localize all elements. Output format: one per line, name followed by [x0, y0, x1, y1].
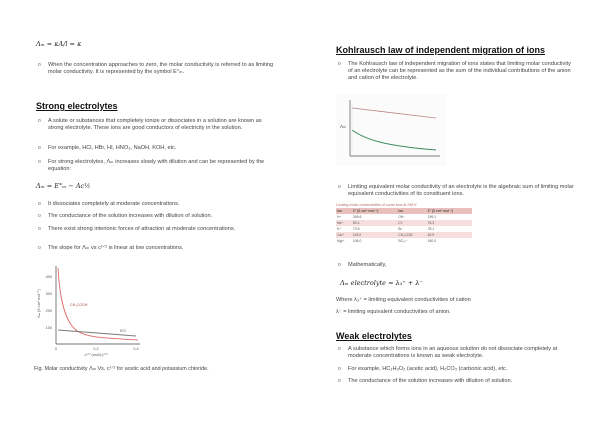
- strong-bullet-6: o There exist strong interionic forces of attraction at moderate concentrations.: [38, 226, 276, 233]
- graph-ytick: 100: [45, 326, 52, 330]
- graph-ytick: 300: [45, 292, 52, 296]
- strong-bullet-4: o It dissociates completely at moderate concentrations.: [38, 201, 276, 208]
- table-cell: Cl⁻: [398, 221, 404, 225]
- strong-bullet-5: o The conductance of the solution increases with dilution of solution.: [38, 213, 276, 220]
- table-header: Ion: [337, 209, 343, 213]
- table-cell: 76.3: [427, 221, 435, 225]
- table-cell: 349.6: [352, 215, 362, 219]
- weak-electrolytes-heading: Weak electrolytes: [336, 331, 412, 341]
- table-cell: 40.9: [427, 233, 435, 237]
- table-cell: 50.1: [352, 221, 360, 225]
- curve-label-kcl: KCl: [120, 329, 126, 333]
- graph-xtick: 0.4: [133, 347, 139, 351]
- where-anion: λ⁻ = limiting equivalent conductivities of anion.: [336, 309, 451, 315]
- graph-caption: Fig. Molar conductivity Λₘ Vs. c¹ᐟ² for acetic acid and potassium chloride.: [34, 366, 209, 372]
- mathematically-bullet: o Mathematically,: [338, 262, 576, 269]
- strong-bullet-2: o For example, HCl, HBr, HI, HNO₃, NaOH, KOH, etc.: [38, 145, 276, 152]
- table-cell: 106.0: [352, 239, 362, 243]
- where-cation: Where λ₃⁺ = limiting equivalent conductivities of cation: [336, 297, 471, 303]
- ion-conductivity-table: [336, 203, 472, 244]
- kohlrausch-bullet: o The Kohlrausch law of independent migration of ions states that limiting molar conductivity of an electrolyte can be represented as the sum of the individual contributions of the anion and cation of the electrolyte.: [338, 61, 576, 83]
- graph-xtick: 0.2: [93, 347, 99, 351]
- table-header: λ° (S cm² mol⁻¹): [427, 209, 454, 213]
- table-title: Limiting molar conductivities of some ions at 298 K: [336, 203, 417, 207]
- weak-bullet-1: o A substance which forms ions in an aqueous solution do not dissociate completely at moderate concentrations is known as weak electrolyte.: [338, 346, 576, 360]
- graph-ytick: 200: [45, 309, 52, 313]
- table-header: Ion: [398, 209, 404, 213]
- curve-label-acetic: CH₃COOH: [70, 303, 88, 307]
- limiting-equivalent-bullet: o Limiting equivalent molar conductivity of an electrolyte is the algebraic sum of limiting molar equivalent conductivities of its constituent ions.: [338, 184, 576, 198]
- kohlrausch-ylabel: Λₘ: [340, 124, 346, 129]
- graph-ylabel: Λₘ (S cm² mol⁻¹): [37, 289, 41, 318]
- graph-ytick: 400: [45, 275, 52, 279]
- table-cell: 119.0: [352, 233, 362, 237]
- table-cell: 78.1: [427, 227, 435, 231]
- table-cell: K⁺: [337, 227, 342, 231]
- graph-xtick: 0: [54, 347, 58, 351]
- table-row: [336, 238, 472, 244]
- table-header: λ° (S cm² mol⁻¹): [352, 209, 379, 213]
- strong-bullet-3: o For strong electrolytes, Λₘ increases slowly with dilution and can be represented by the equation:: [38, 159, 276, 173]
- debye-huckel-formula: Λₘ = E°ₘ − Ac½: [36, 182, 91, 190]
- kohlrausch-graph: [336, 94, 446, 166]
- table-cell: Ca²⁺: [337, 233, 345, 237]
- kohlrausch-heading: Kohlrausch law of independent migration of ions: [336, 45, 546, 55]
- limiting-molar-conductivity-bullet: o When the concentration approaches to zero, the molar conductivity is referred to as limiting molar conductivity. It is represented by the symbol E°ₘ.: [38, 62, 276, 76]
- weak-bullet-2: o For example, HC₂H₃O₂ (acetic acid), H₂CO₃ (carbonic acid), etc.: [338, 366, 576, 373]
- table-cell: SO₄²⁻: [398, 239, 408, 243]
- table-cell: Mg²⁺: [337, 239, 345, 243]
- graph-xlabel: c¹ᐟ² (mol/L)¹ᐟ²: [84, 353, 108, 357]
- table-cell: 199.1: [427, 215, 437, 219]
- weak-bullet-3: o The conductance of the solution increases with dilution of solution.: [338, 378, 576, 385]
- molar-conductivity-graph: [36, 258, 146, 358]
- table-cell: 160.0: [427, 239, 437, 243]
- strong-electrolytes-heading: Strong electrolytes: [36, 101, 118, 111]
- table-cell: OH⁻: [398, 215, 406, 219]
- strong-bullet-7: o The slope for Λₘ vs c¹ᐟ² is linear at low concentrations.: [38, 245, 276, 252]
- table-cell: Na⁺: [337, 221, 344, 225]
- strong-bullet-1: o A solute or substances that completely ionize or dissociates in a solution are known as strong electrolyte. These ions are good conductors of electricity in the solution.: [38, 118, 276, 132]
- table-cell: CH₃COO⁻: [398, 233, 415, 237]
- molar-conductivity-formula: Λₘ = κA/l = κ: [36, 40, 82, 48]
- table-cell: 73.5: [352, 227, 360, 231]
- table-cell: H⁺: [337, 215, 342, 219]
- kohlrausch-formula: Λₘ electrolyte = λ₃⁺ + λ⁻: [340, 279, 423, 287]
- table-cell: Br⁻: [398, 227, 404, 231]
